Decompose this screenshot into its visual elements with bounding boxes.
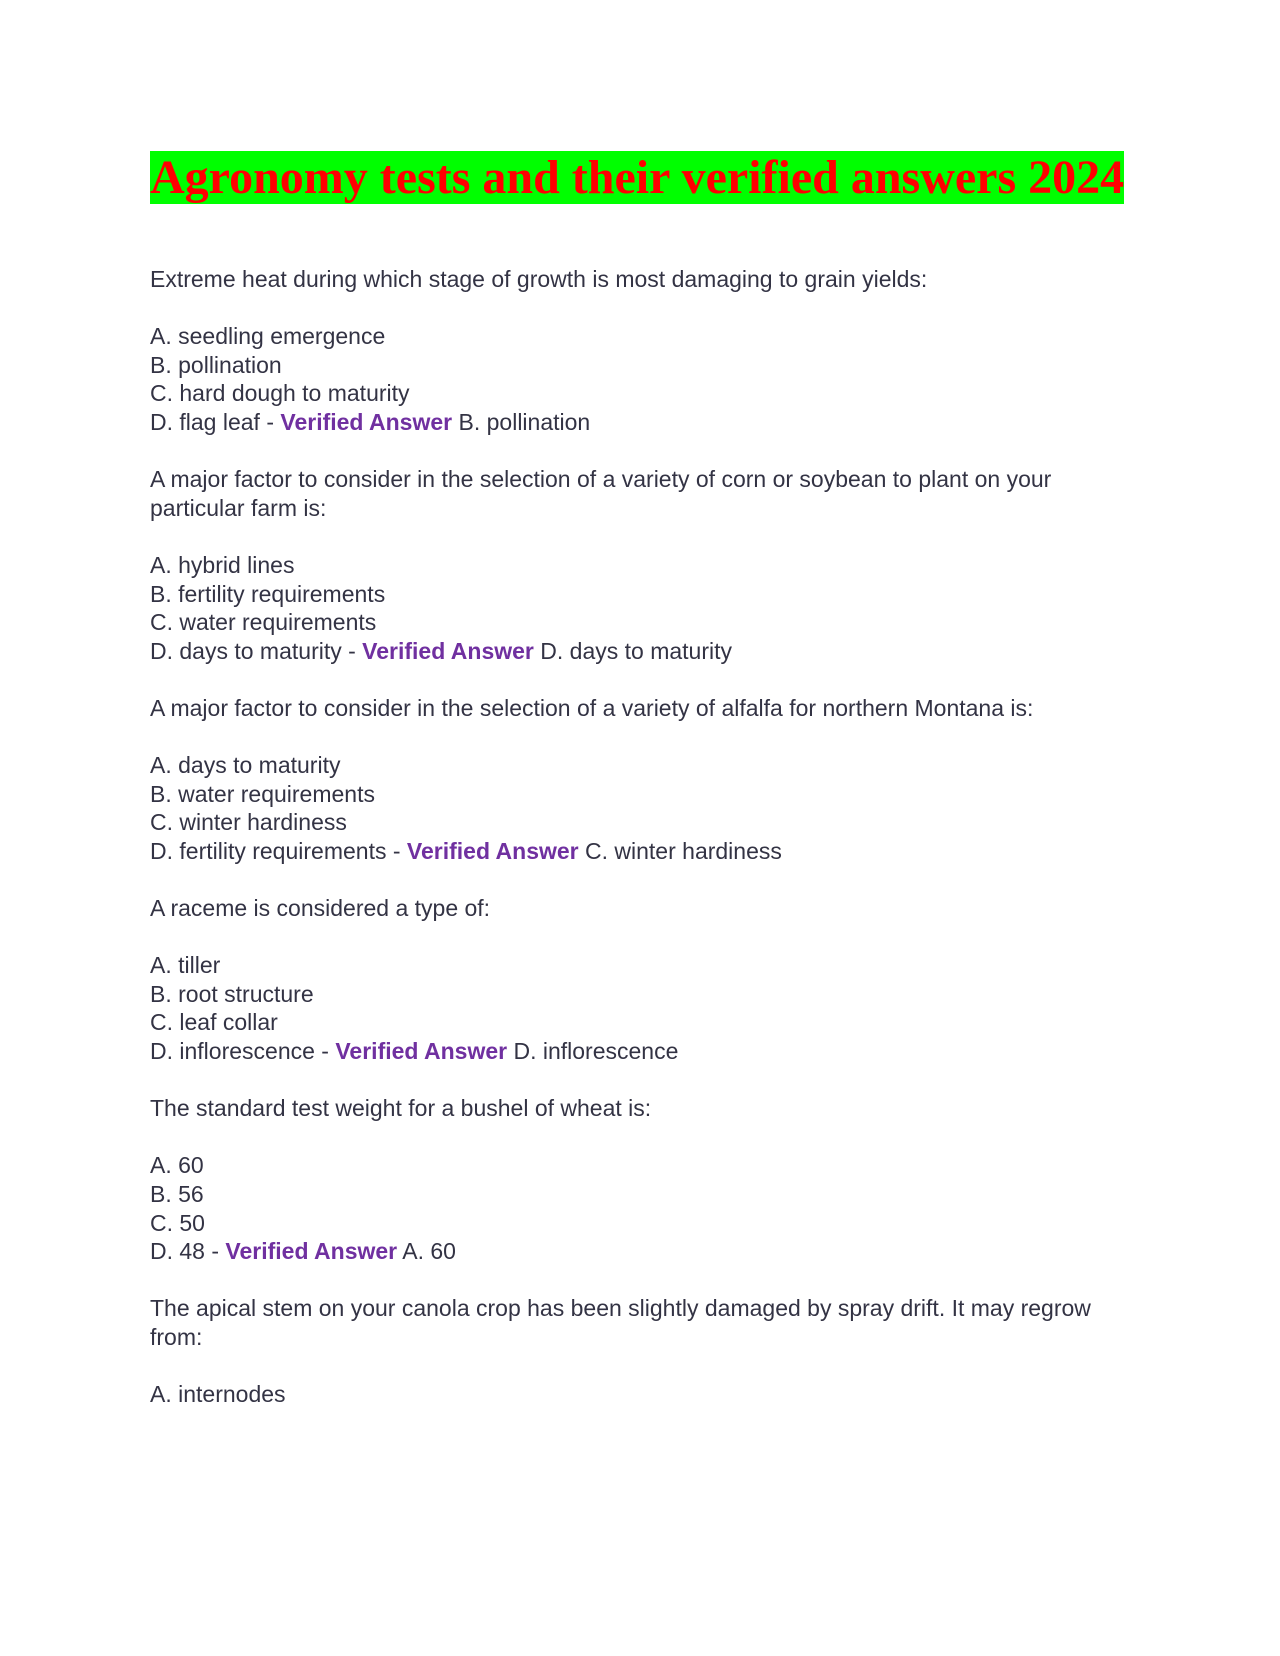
correct-answer: C. winter hardiness [578, 837, 782, 864]
answer-option-last [150, 408, 1140, 437]
question-block [150, 265, 1140, 437]
verified-answer-label: Verified Answer [225, 1238, 398, 1265]
option-text: D. 48 - [150, 1238, 226, 1265]
document-page [150, 149, 1140, 1437]
verified-answer-label: Verified Answer [335, 1038, 508, 1065]
question-text: The apical stem on your canola crop has been slightly damaged by spray drift. It may regrow from: [150, 1295, 1091, 1350]
answer-option-last [150, 637, 1140, 666]
answer-option: A. hybrid lines [150, 551, 295, 578]
question-block [150, 1294, 1140, 1408]
question-text: A raceme is considered a type of: [150, 895, 491, 922]
option-text: D. flag leaf - [150, 408, 281, 435]
answer-option: C. winter hardiness [150, 809, 347, 836]
document-title-text: Agronomy tests and their verified answers 2024 [150, 151, 1125, 204]
question-text: The standard test weight for a bushel of wheat is: [150, 1095, 652, 1122]
answer-option: C. leaf collar [150, 1009, 278, 1036]
option-text: D. inflorescence - [150, 1038, 336, 1065]
answer-option: C. 50 [150, 1209, 205, 1236]
answer-option: B. water requirements [150, 780, 375, 807]
answer-option: B. root structure [150, 980, 314, 1007]
question-block [150, 1094, 1140, 1266]
answer-option: A. days to maturity [150, 752, 341, 779]
correct-answer: D. days to maturity [533, 637, 733, 664]
question-text: Extreme heat during which stage of growth is most damaging to grain yields: [150, 266, 928, 292]
question-block [150, 894, 1140, 1066]
question-block [150, 465, 1140, 665]
answer-option: A. seedling emergence [150, 323, 386, 350]
answer-option-last [150, 1037, 1140, 1066]
document-title [150, 149, 1140, 206]
answer-option: C. hard dough to maturity [150, 380, 410, 407]
answer-option: B. pollination [150, 351, 282, 378]
option-text: D. fertility requirements - [150, 837, 407, 864]
answer-option: C. water requirements [150, 609, 377, 636]
verified-answer-label: Verified Answer [280, 408, 453, 435]
answer-option-last [150, 837, 1140, 866]
answer-option: B. fertility requirements [150, 580, 386, 607]
answer-option: B. 56 [150, 1181, 204, 1207]
correct-answer: B. pollination [452, 408, 591, 435]
question-text: A major factor to consider in the selection of a variety of corn or soybean to plant on your particular farm is: [150, 466, 1052, 521]
answer-option-last [150, 1237, 1140, 1266]
answer-option: A. internodes [150, 1381, 286, 1408]
answer-option: A. tiller [150, 952, 221, 979]
option-text: D. days to maturity - [150, 637, 363, 664]
correct-answer: A. 60 [397, 1238, 456, 1265]
verified-answer-label: Verified Answer [406, 837, 579, 864]
question-block [150, 694, 1140, 866]
question-text: A major factor to consider in the selection of a variety of alfalfa for northern Montana is: [150, 694, 1034, 721]
answer-option: A. 60 [150, 1152, 204, 1179]
correct-answer: D. inflorescence [507, 1038, 679, 1065]
verified-answer-label: Verified Answer [362, 637, 534, 664]
document-body [150, 265, 1140, 1409]
